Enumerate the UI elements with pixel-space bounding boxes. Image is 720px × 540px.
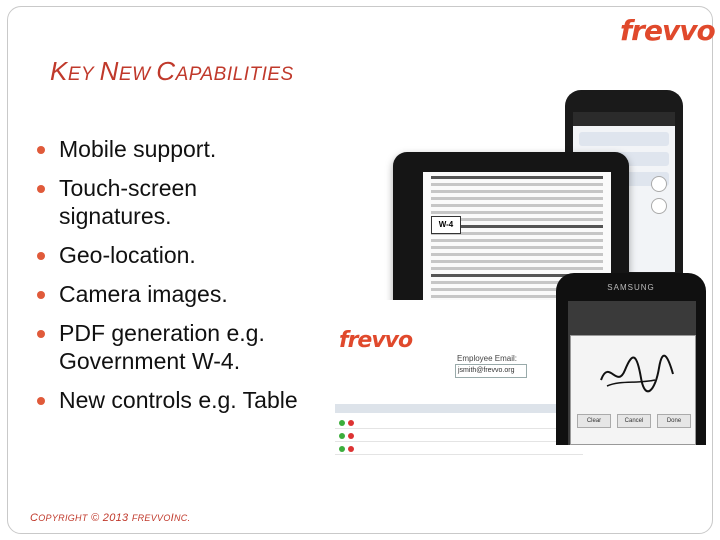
delete-row-icon — [348, 446, 354, 452]
footer-nc: NC. — [173, 513, 191, 523]
form-frevvo-logo: frevvo — [339, 328, 413, 353]
bullet-text: Camera images. — [59, 281, 228, 307]
document-line — [431, 197, 603, 200]
bullet-dot-icon — [37, 146, 45, 154]
dialog-done-button: Done — [657, 414, 691, 428]
list-item — [34, 386, 314, 414]
bullet-dot-icon — [37, 291, 45, 299]
employee-email-field: jsmith@frevvo.org — [455, 364, 527, 378]
delete-row-icon — [348, 433, 354, 439]
bullet-text: Touch-screen signatures. — [59, 175, 198, 229]
android-screen — [568, 301, 696, 445]
list-item — [34, 174, 314, 230]
bullet-dot-icon — [37, 185, 45, 193]
radio-icon — [651, 176, 667, 192]
radio-icon — [651, 198, 667, 214]
employee-email-label: Employee Email: — [457, 354, 518, 363]
bullet-text: New controls e.g. Table — [59, 387, 298, 413]
footer-i: I — [170, 512, 174, 524]
footer-opyright: OPYRIGHT — [38, 513, 88, 523]
dialog-clear-button: Clear — [577, 414, 611, 428]
list-item — [34, 135, 314, 163]
add-row-icon — [339, 433, 345, 439]
capabilities-list — [34, 135, 314, 425]
copyright-footer — [30, 512, 190, 524]
iphone-form-row — [579, 132, 669, 146]
dialog-cancel-button: Cancel — [617, 414, 651, 428]
footer-c: C — [30, 512, 39, 524]
bullet-dot-icon — [37, 330, 45, 338]
bullet-dot-icon — [37, 397, 45, 405]
iphone-status-bar — [573, 112, 675, 126]
title-apabilities: APABILITIES — [175, 64, 294, 85]
add-row-icon — [339, 446, 345, 452]
title-letter-n: N — [99, 56, 119, 86]
list-item — [34, 319, 314, 375]
title-letter-c: C — [156, 56, 176, 86]
document-line — [431, 183, 603, 186]
android-device-image — [556, 273, 706, 445]
web-form-image — [333, 300, 583, 475]
document-line — [431, 204, 603, 207]
footer-rest: © 2013 — [87, 512, 132, 524]
table-row — [335, 444, 583, 455]
document-line — [431, 176, 603, 179]
delete-row-icon — [348, 420, 354, 426]
table-row — [335, 418, 583, 429]
signature-scribble-icon — [597, 350, 677, 400]
footer-frevvo: FREVVO — [131, 513, 171, 523]
list-item — [34, 241, 314, 269]
document-line — [431, 267, 603, 270]
frevvo-logo: frevvo — [620, 14, 715, 47]
document-line — [431, 260, 603, 263]
table-row — [335, 431, 583, 442]
w4-form-label: W-4 — [431, 216, 461, 234]
title-letter-k: K — [50, 56, 68, 86]
bullet-text: PDF generation e.g. Government W-4. — [59, 320, 265, 374]
add-row-icon — [339, 420, 345, 426]
expense-table-header — [335, 404, 583, 413]
slide-title — [50, 56, 294, 87]
title-ey: EY — [67, 64, 100, 85]
title-ew: EW — [118, 64, 157, 85]
signature-dialog — [570, 335, 696, 445]
document-line — [431, 190, 603, 193]
document-line — [431, 211, 603, 214]
list-item — [34, 280, 314, 308]
document-line — [431, 246, 603, 249]
bullet-text: Mobile support. — [59, 136, 217, 162]
phone-brand: SAMSUNG — [607, 283, 655, 292]
bullet-text: Geo-location. — [59, 242, 196, 268]
bullet-dot-icon — [37, 252, 45, 260]
document-line — [431, 253, 603, 256]
document-line — [431, 239, 603, 242]
